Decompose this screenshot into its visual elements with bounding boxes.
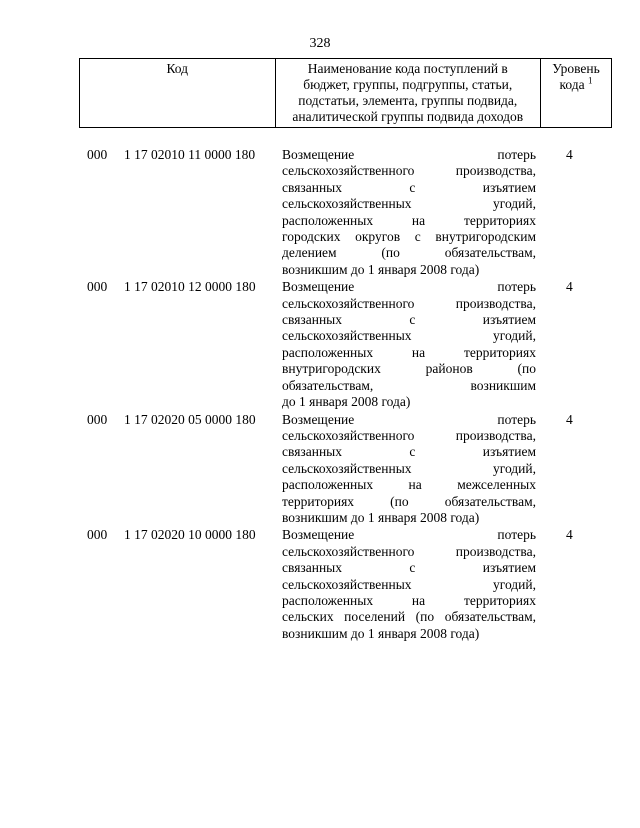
revenue-name-line: сельскохозяйственных угодий,: [282, 460, 536, 476]
revenue-name-line: Возмещение потерь: [282, 147, 536, 162]
revenue-name-line: связанных с изъятием: [282, 444, 536, 460]
header-name: [275, 59, 541, 128]
table-row: [0, 147, 640, 278]
revenue-name-line: расположенных на территориях: [282, 344, 536, 360]
revenue-name: [282, 279, 536, 410]
table-row: [0, 527, 640, 642]
footnote-marker: 1: [588, 75, 593, 86]
header-name-line: подстатьи, элемента, группы подвида,: [298, 93, 518, 108]
revenue-name-line: сельскохозяйственных угодий,: [282, 576, 536, 592]
revenue-name: [282, 527, 536, 642]
revenue-code: 1 17 02010 12 0000 180: [124, 279, 256, 295]
revenue-name-line: расположенных на территориях: [282, 592, 536, 608]
table-body: [0, 147, 640, 642]
revenue-name-line: связанных с изъятием: [282, 560, 536, 576]
admin-code: 000: [87, 527, 108, 543]
revenue-name: [282, 147, 536, 278]
revenue-name-line: расположенных на межселенных: [282, 477, 536, 493]
code-level: 4: [566, 279, 573, 295]
revenue-name-line: возникшим до 1 января 2008 года): [282, 261, 480, 277]
header-code: Код: [80, 59, 276, 128]
table-row: [0, 279, 640, 410]
revenue-name-line: сельскохозяйственных угодий,: [282, 196, 536, 212]
code-level: 4: [566, 411, 573, 427]
header-level-line: Уровень: [552, 61, 600, 76]
revenue-code: 1 17 02020 05 0000 180: [124, 411, 256, 427]
revenue-name-line: связанных с изъятием: [282, 179, 536, 195]
header-name-line: бюджет, группы, подгруппы, статьи,: [303, 77, 513, 92]
revenue-name-line: Возмещение потерь: [282, 411, 536, 427]
revenue-name-line: обязательствам, возникшим: [282, 377, 536, 393]
revenue-name-line: возникшим до 1 января 2008 года): [282, 625, 480, 641]
admin-code: 000: [87, 279, 108, 295]
revenue-name-line: делением (по обязательствам,: [282, 245, 536, 261]
header-level-line: [545, 77, 607, 93]
revenue-code: 1 17 02010 11 0000 180: [124, 147, 256, 162]
revenue-name-line: сельскохозяйственного производства,: [282, 295, 536, 311]
revenue-name-line: территориях (по обязательствам,: [282, 493, 536, 509]
table-header: [79, 58, 612, 128]
revenue-name-line: сельскохозяйственного производства,: [282, 427, 536, 443]
admin-code: 000: [87, 411, 108, 427]
revenue-name-line: городских округов с внутригородским: [282, 229, 536, 245]
page-number: 328: [309, 36, 331, 51]
header-level-text: кода: [559, 77, 585, 92]
header-name-line: аналитической группы подвида доходов: [292, 109, 524, 124]
revenue-name-line: сельскохозяйственного производства,: [282, 163, 536, 179]
revenue-name-line: внутригородских районов (по: [282, 361, 536, 377]
revenue-name-line: Возмещение потерь: [282, 527, 536, 543]
revenue-name-line: сельскохозяйственных угодий,: [282, 328, 536, 344]
revenue-name-line: расположенных на территориях: [282, 212, 536, 228]
header-level: [541, 59, 612, 128]
admin-code: 000: [87, 147, 108, 162]
code-level: 4: [566, 147, 573, 162]
revenue-name-line: сельских поселений (по обязательствам,: [282, 609, 536, 625]
revenue-name: [282, 412, 536, 527]
revenue-name-line: сельскохозяйственного производства,: [282, 543, 536, 559]
revenue-name-line: до 1 января 2008 года): [282, 394, 411, 410]
table-row: [0, 412, 640, 527]
revenue-name-line: Возмещение потерь: [282, 279, 536, 295]
revenue-code: 1 17 02020 10 0000 180: [124, 527, 256, 543]
code-level: 4: [566, 527, 573, 543]
revenue-name-line: возникшим до 1 января 2008 года): [282, 509, 480, 525]
revenue-name-line: связанных с изъятием: [282, 312, 536, 328]
header-name-line: Наименование кода поступлений в: [307, 61, 508, 76]
